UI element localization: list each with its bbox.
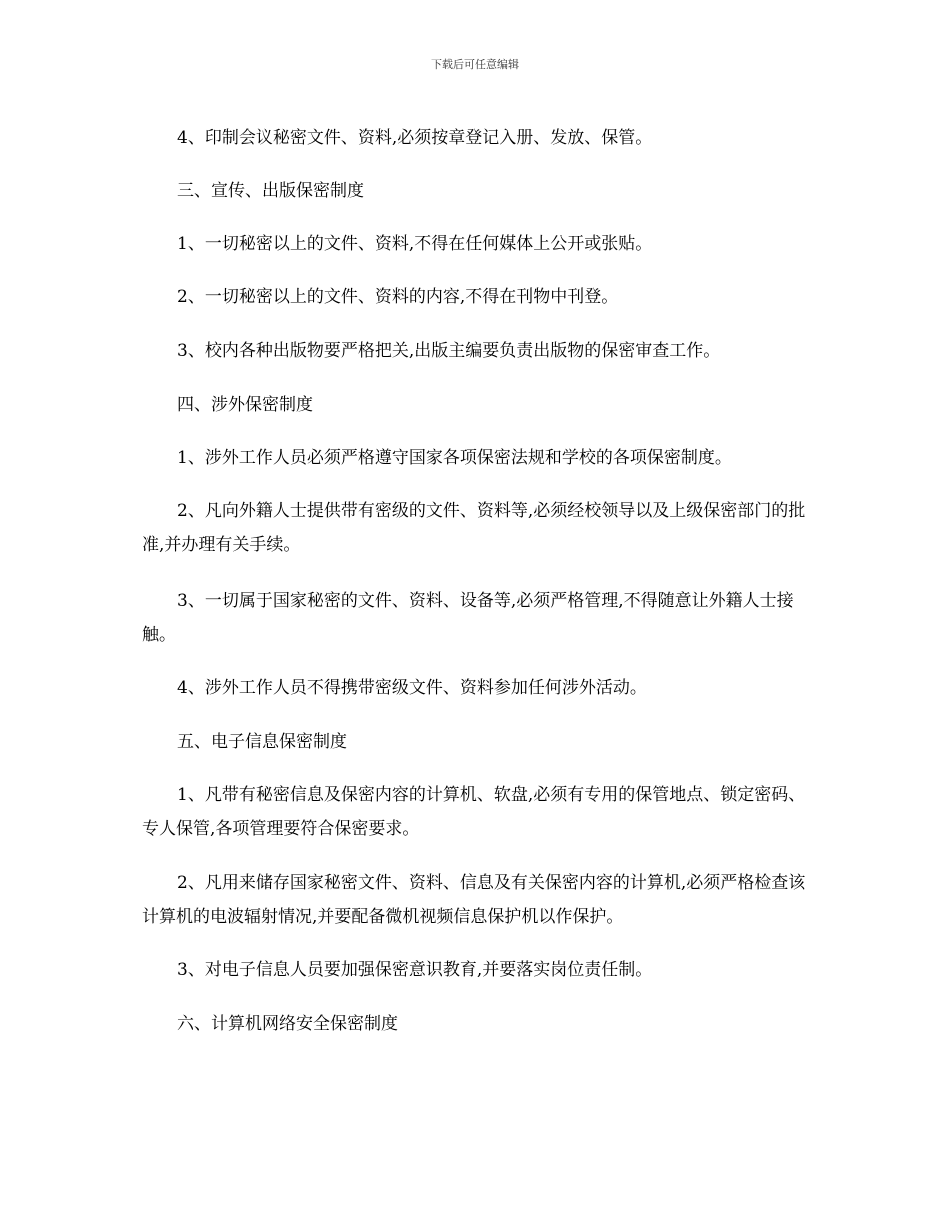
paragraph-item: 1、一切秘密以上的文件、资料,不得在任何媒体上公开或张贴。 <box>177 234 653 254</box>
paragraph-item: 4、印制会议秘密文件、资料,必须按章登记入册、发放、保管。 <box>177 128 653 148</box>
paragraph-item: 3、校内各种出版物要严格把关,出版主编要负责出版物的保密审查工作。 <box>177 341 721 361</box>
page-header: 下载后可任意编辑 <box>431 58 519 71</box>
paragraph-item: 1、凡带有秘密信息及保密内容的计算机、软盘,必须有专用的保管地点、锁定密码、专人保管,各项管理要符合保密要求。 <box>142 785 806 839</box>
paragraph-item: 4、涉外工作人员不得携带密级文件、资料参加任何涉外活动。 <box>177 678 647 698</box>
paragraph-item: 2、凡向外籍人士提供带有密级的文件、资料等,必须经校领导以及上级保密部门的批准,并办理有关手续。 <box>142 501 806 555</box>
paragraph-item: 3、对电子信息人员要加强保密意识教育,并要落实岗位责任制。 <box>177 960 653 980</box>
section-heading: 四、涉外保密制度 <box>177 395 313 415</box>
section-heading: 五、电子信息保密制度 <box>177 732 347 752</box>
paragraph-item: 1、涉外工作人员必须严格遵守国家各项保密法规和学校的各项保密制度。 <box>177 448 732 468</box>
section-heading: 三、宣传、出版保密制度 <box>177 181 364 201</box>
section-heading: 六、计算机网络安全保密制度 <box>177 1014 398 1034</box>
paragraph-item: 3、一切属于国家秘密的文件、资料、设备等,必须严格管理,不得随意让外籍人士接触。 <box>142 591 794 645</box>
paragraph-item: 2、一切秘密以上的文件、资料的内容,不得在刊物中刊登。 <box>177 287 619 307</box>
paragraph-item: 2、凡用来储存国家秘密文件、资料、信息及有关保密内容的计算机,必须严格检查该计算机的电波辐射情况,并要配备微机视频信息保护机以作保护。 <box>142 873 806 927</box>
